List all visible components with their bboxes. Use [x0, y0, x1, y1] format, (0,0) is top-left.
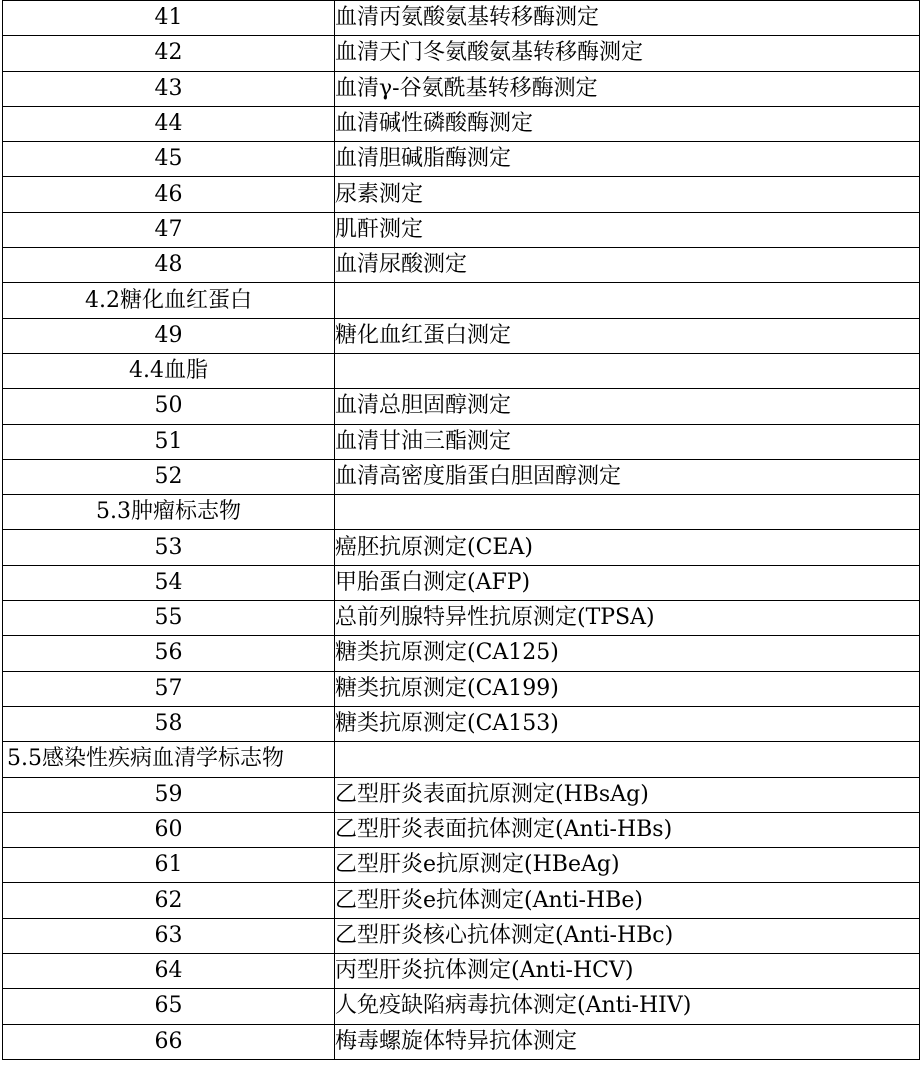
- section-header-row: [3, 742, 920, 777]
- item-number: 41: [3, 1, 335, 36]
- section-header-row: [3, 283, 920, 318]
- table-row: [3, 1024, 920, 1059]
- item-name: 乙型肝炎表面抗原测定(HBsAg): [335, 777, 920, 812]
- item-number: 65: [3, 989, 335, 1024]
- item-name: 糖类抗原测定(CA199): [335, 671, 920, 706]
- item-number: 42: [3, 36, 335, 71]
- item-number: 51: [3, 424, 335, 459]
- section-header-row: [3, 353, 920, 388]
- item-number: 60: [3, 812, 335, 847]
- item-name: 血清碱性磷酸酶测定: [335, 106, 920, 141]
- item-name: 血清尿酸测定: [335, 248, 920, 283]
- empty-cell: [335, 495, 920, 530]
- item-number: 55: [3, 601, 335, 636]
- item-name: 尿素测定: [335, 177, 920, 212]
- table-row: [3, 71, 920, 106]
- table-row: [3, 248, 920, 283]
- empty-cell: [335, 353, 920, 388]
- table-row: [3, 459, 920, 494]
- item-number: 45: [3, 142, 335, 177]
- table-row: [3, 389, 920, 424]
- table-row: [3, 706, 920, 741]
- item-number: 56: [3, 636, 335, 671]
- item-name: 血清高密度脂蛋白胆固醇测定: [335, 459, 920, 494]
- table-body: [3, 1, 920, 1060]
- table-row: [3, 106, 920, 141]
- item-number: 43: [3, 71, 335, 106]
- item-name: 癌胚抗原测定(CEA): [335, 530, 920, 565]
- item-number: 66: [3, 1024, 335, 1059]
- item-name: 人免疫缺陷病毒抗体测定(Anti-HIV): [335, 989, 920, 1024]
- item-number: 47: [3, 212, 335, 247]
- section-label: 4.2糖化血红蛋白: [3, 283, 335, 318]
- item-name: 糖类抗原测定(CA153): [335, 706, 920, 741]
- table-row: [3, 848, 920, 883]
- table-row: [3, 1, 920, 36]
- empty-cell: [335, 742, 920, 777]
- table-row: [3, 671, 920, 706]
- test-items-table: [2, 0, 920, 1060]
- item-number: 53: [3, 530, 335, 565]
- item-number: 57: [3, 671, 335, 706]
- item-name: 肌酐测定: [335, 212, 920, 247]
- table-row: [3, 777, 920, 812]
- item-number: 48: [3, 248, 335, 283]
- table-row: [3, 424, 920, 459]
- item-number: 52: [3, 459, 335, 494]
- item-number: 61: [3, 848, 335, 883]
- item-number: 63: [3, 918, 335, 953]
- table-row: [3, 565, 920, 600]
- item-name: 血清胆碱脂酶测定: [335, 142, 920, 177]
- table-row: [3, 812, 920, 847]
- table-row: [3, 989, 920, 1024]
- table-row: [3, 36, 920, 71]
- item-name: 糖化血红蛋白测定: [335, 318, 920, 353]
- table-row: [3, 954, 920, 989]
- table-row: [3, 142, 920, 177]
- item-name: 梅毒螺旋体特异抗体测定: [335, 1024, 920, 1059]
- item-number: 62: [3, 883, 335, 918]
- item-name: 总前列腺特异性抗原测定(TPSA): [335, 601, 920, 636]
- item-number: 46: [3, 177, 335, 212]
- item-number: 54: [3, 565, 335, 600]
- item-name: 乙型肝炎表面抗体测定(Anti-HBs): [335, 812, 920, 847]
- item-name: 血清丙氨酸氨基转移酶测定: [335, 1, 920, 36]
- item-name: 丙型肝炎抗体测定(Anti-HCV): [335, 954, 920, 989]
- table-row: [3, 318, 920, 353]
- table-row: [3, 212, 920, 247]
- item-name: 血清总胆固醇测定: [335, 389, 920, 424]
- item-name: 乙型肝炎核心抗体测定(Anti-HBc): [335, 918, 920, 953]
- item-number: 58: [3, 706, 335, 741]
- item-name: 糖类抗原测定(CA125): [335, 636, 920, 671]
- table-row: [3, 636, 920, 671]
- table-row: [3, 177, 920, 212]
- item-name: 血清甘油三酯测定: [335, 424, 920, 459]
- table-row: [3, 601, 920, 636]
- item-number: 64: [3, 954, 335, 989]
- empty-cell: [335, 283, 920, 318]
- item-name: 乙型肝炎e抗原测定(HBeAg): [335, 848, 920, 883]
- item-number: 49: [3, 318, 335, 353]
- item-name: 血清天门冬氨酸氨基转移酶测定: [335, 36, 920, 71]
- item-name: 甲胎蛋白测定(AFP): [335, 565, 920, 600]
- table-row: [3, 530, 920, 565]
- item-name: 血清γ-谷氨酰基转移酶测定: [335, 71, 920, 106]
- item-number: 50: [3, 389, 335, 424]
- section-header-row: [3, 495, 920, 530]
- table-row: [3, 918, 920, 953]
- item-number: 44: [3, 106, 335, 141]
- item-number: 59: [3, 777, 335, 812]
- section-label: 4.4血脂: [3, 353, 335, 388]
- section-label: 5.3肿瘤标志物: [3, 495, 335, 530]
- table-row: [3, 883, 920, 918]
- item-name: 乙型肝炎e抗体测定(Anti-HBe): [335, 883, 920, 918]
- section-label: 5.5感染性疾病血清学标志物: [3, 742, 335, 777]
